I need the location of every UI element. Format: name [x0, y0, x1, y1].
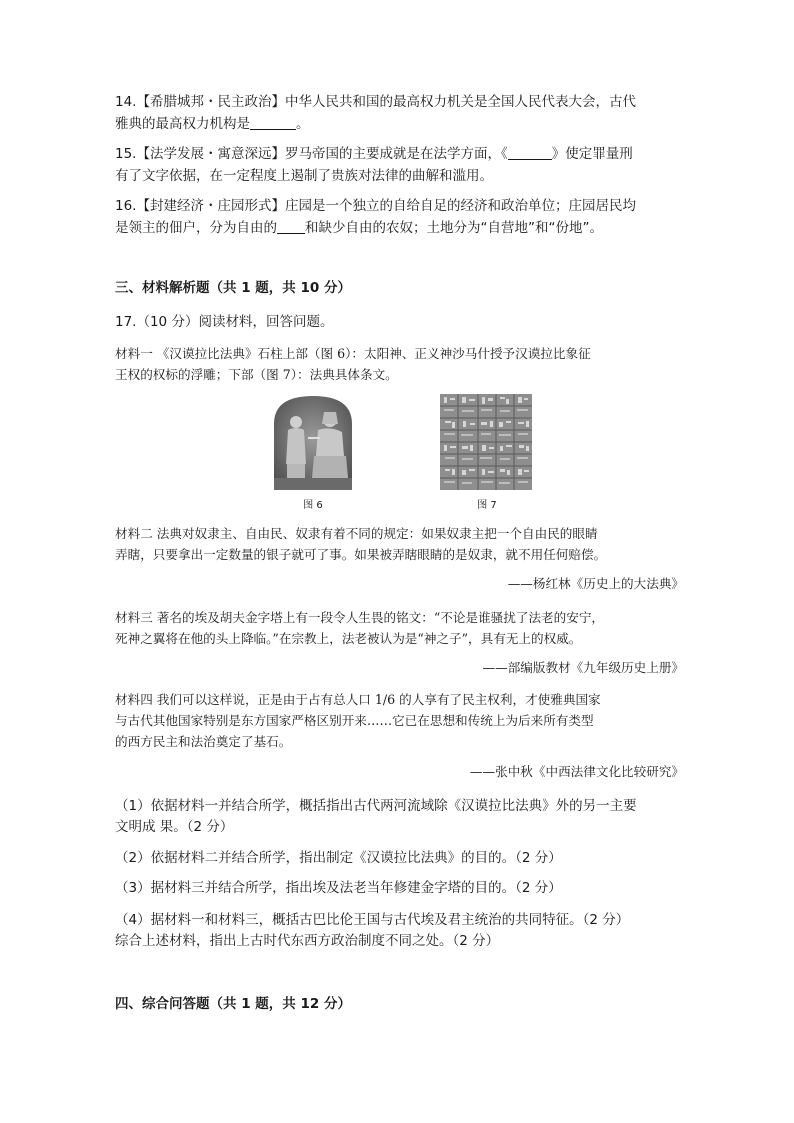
q14-line-2 [115, 114, 310, 134]
q15-tag: 【法学发展・寓意深远】 [136, 146, 285, 162]
q16-text: 和缺少自由的农奴；土地分为“自营地”和“份地”。 [305, 220, 603, 236]
material-4-line-1: 材料四 我们可以这样说，正是由于占有总人口 1/6 的人享有了民主权利，才使雅典国家 [115, 692, 601, 707]
material-2-line-2: 弄瞎，只要拿出一定数量的银子就可了事。如果被弄瞎眼睛的是奴隶，就不用任何赔偿。 [115, 547, 607, 562]
q16-line-1 [115, 196, 636, 216]
q16-text: 是领主的佃户，分为自由的 [115, 220, 277, 236]
answer-blank [250, 115, 296, 130]
material-4-source: ——张中秋《中西法律文化比较研究》 [469, 764, 684, 779]
q15-line-1 [115, 144, 633, 164]
figure-6-stele-relief [268, 394, 358, 490]
q15-line-2 [115, 166, 493, 186]
q14-tag: 【希腊城邦・民主政治】 [136, 94, 285, 110]
material-2-line-1: 材料二 法典对奴隶主、自由民、奴隶有着不同的规定：如果奴隶主把一个自由民的眼睛 [115, 526, 598, 541]
sub-question-4-line-2: 综合上述材料，指出上古时代东西方政治制度不同之处。（2 分） [115, 933, 500, 949]
section-4-title: 四、综合问答题（共 1 题，共 12 分） [115, 996, 351, 1012]
q14-text: 雅典的最高权力机构是 [115, 116, 250, 132]
figure-6-caption: 图 6 [303, 500, 323, 511]
material-2-source: ——杨红林《历史上的大法典》 [507, 576, 684, 591]
q16-tag: 【封建经济・庄园形式】 [136, 198, 285, 214]
material-3-line-1: 材料三 著名的埃及胡夫金字塔上有一段令人生畏的铭文：“不论是谁骚扰了法老的安宁， [115, 610, 605, 625]
material-1-line-1: 材料一 《汉谟拉比法典》石柱上部（图 6）：太阳神、正义神沙马什授予汉谟拉比象征 [115, 346, 591, 361]
section-3-title: 三、材料解析题（共 1 题，共 10 分） [115, 280, 351, 296]
q14-text: 中华人民共和国的最高权力机关是全国人民代表大会，古代 [284, 94, 636, 110]
q14-line-1 [115, 92, 636, 112]
figure-7-caption: 图 7 [477, 500, 497, 511]
answer-blank [508, 145, 552, 160]
q17-intro: 17.（10 分）阅读材料，回答问题。 [115, 314, 334, 330]
material-3-line-2: 死神之翼将在他的头上降临。”在宗教上，法老被认为是“神之子”，具有无上的权威。 [115, 631, 582, 646]
q15-number: 15. [115, 146, 137, 162]
material-4-line-3: 的西方民主和法治奠定了基石。 [115, 734, 292, 749]
material-1-line-2: 王权的权标的浮雕；下部（图 7）：法典具体条文。 [115, 367, 398, 382]
sub-question-1-line-1: （1）依据材料一并结合所学，概括指出古代两河流域除《汉谟拉比法典》外的另一主要 [115, 798, 637, 814]
figure-7-inscription [440, 394, 532, 490]
q14-number: 14. [115, 94, 137, 110]
stele-relief-image [268, 394, 358, 490]
q15-text: 罗马帝国的主要成就是在法学方面，《 [284, 146, 508, 162]
q16-number: 16. [115, 198, 137, 214]
sub-question-4-line-1: （4）据材料一和材料三，概括古巴比伦王国与古代埃及君主统治的共同特征。（2 分） [115, 912, 630, 928]
sub-question-2: （2）依据材料二并结合所学，指出制定《汉谟拉比法典》的目的。（2 分） [115, 850, 562, 866]
q15-text: 》使定罪量刑 [551, 146, 633, 162]
sub-question-3: （3）据材料三并结合所学，指出埃及法老当年修建金字塔的目的。（2 分） [115, 880, 562, 896]
q16-line-2 [115, 218, 603, 238]
inscription-image [440, 394, 532, 490]
q14-text: 。 [296, 116, 310, 132]
q15-text: 有了文字依据，在一定程度上遏制了贵族对法律的曲解和滥用。 [115, 168, 493, 184]
answer-blank [277, 219, 305, 234]
material-3-source: ——部编版教材《九年级历史上册》 [482, 660, 684, 675]
material-4-line-2: 与古代其他国家特别是东方国家严格区别开来……它已在思想和传统上为后来所有类型 [115, 713, 594, 728]
q16-text: 庄园是一个独立的自给自足的经济和政治单位；庄园居民均 [284, 198, 636, 214]
sub-question-1-line-2: 文明成 果。（2 分） [115, 819, 234, 835]
